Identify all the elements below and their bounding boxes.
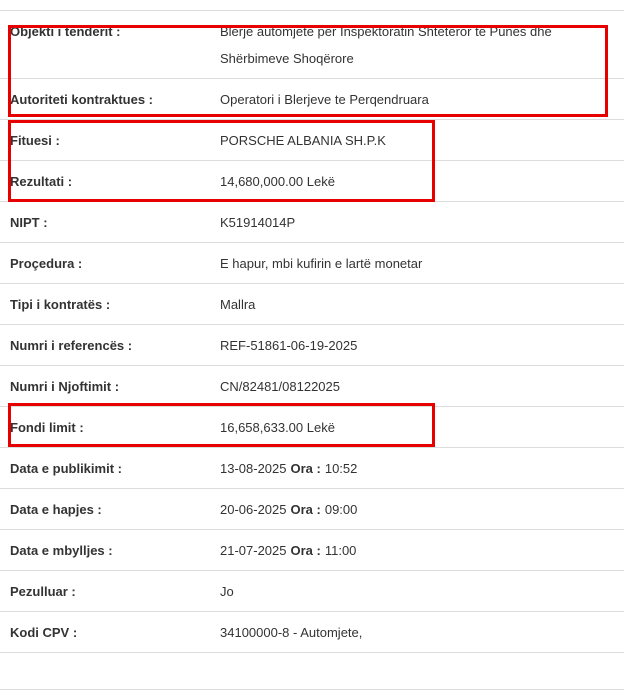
table-row-data-publikimit xyxy=(0,448,624,489)
table-row-fituesi xyxy=(0,120,624,161)
ora-label: Ora : xyxy=(290,461,321,476)
row-label: NIPT : xyxy=(10,215,48,230)
row-value: 16,658,633.00 Lekë xyxy=(220,420,335,435)
row-value: Jo xyxy=(220,584,234,599)
table-row-tipi-kontrates xyxy=(0,284,624,325)
row-value: PORSCHE ALBANIA SH.P.K xyxy=(220,133,386,148)
row-label: Pezulluar : xyxy=(10,584,76,599)
table-row-procedura xyxy=(0,243,624,284)
row-value: Blerje automjete për Inspektoratin Shtetëror të Punës dhe Shërbimeve Shoqërore xyxy=(220,24,552,66)
row-value: E hapur, mbi kufirin e lartë monetar xyxy=(220,256,423,271)
ora-label: Ora : xyxy=(290,543,321,558)
table-row-pezulluar xyxy=(0,571,624,612)
row-value xyxy=(220,496,624,523)
value-time: 09:00 xyxy=(324,502,358,517)
table-row-fondi-limit xyxy=(0,407,624,448)
row-label: Fondi limit : xyxy=(10,420,84,435)
row-label: Objekti i tenderit : xyxy=(10,24,121,39)
row-value: 14,680,000.00 Lekë xyxy=(220,174,335,189)
table-row-data-hapjes xyxy=(0,489,624,530)
value-date: 20-06-2025 xyxy=(220,502,287,517)
row-label: Autoriteti kontraktues : xyxy=(10,92,154,107)
row-label: Tipi i kontratës : xyxy=(10,297,111,312)
table-row-numri-njoftimit xyxy=(0,366,624,407)
row-label: Kodi CPV : xyxy=(10,625,78,640)
value-time: 10:52 xyxy=(324,461,358,476)
row-value: Operatori i Blerjeve te Perqendruara xyxy=(220,92,429,107)
row-label: Rezultati : xyxy=(10,174,73,189)
row-label: Proçedura : xyxy=(10,256,83,271)
row-label: Numri i Njoftimit : xyxy=(10,379,120,394)
row-value: 34100000-8 - Automjete, xyxy=(220,625,363,640)
table-row-data-mbylljes xyxy=(0,530,624,571)
tender-details-table xyxy=(0,10,624,690)
value-time: 11:00 xyxy=(324,543,357,558)
row-value xyxy=(220,537,624,564)
row-label: Data e publikimit : xyxy=(10,461,122,476)
value-date: 21-07-2025 xyxy=(220,543,287,558)
value-date: 13-08-2025 xyxy=(220,461,287,476)
row-label: Fituesi : xyxy=(10,133,60,148)
table-row-kodi-cpv xyxy=(0,612,624,653)
table-row-numri-references xyxy=(0,325,624,366)
row-label: Data e hapjes : xyxy=(10,502,102,517)
table-row-rezultati xyxy=(0,161,624,202)
table-row-objekti xyxy=(0,11,624,79)
table-row-empty xyxy=(0,653,624,690)
row-value: REF-51861-06-19-2025 xyxy=(220,338,358,353)
ora-label: Ora : xyxy=(290,502,321,517)
row-label: Data e mbylljes : xyxy=(10,543,113,558)
row-value: CN/82481/08122025 xyxy=(220,379,340,394)
table-row-autoriteti xyxy=(0,79,624,120)
row-value: Mallra xyxy=(220,297,256,312)
row-value: K51914014P xyxy=(220,215,296,230)
row-label: Numri i referencës : xyxy=(10,338,133,353)
row-value xyxy=(220,455,624,482)
table-row-nipt xyxy=(0,202,624,243)
